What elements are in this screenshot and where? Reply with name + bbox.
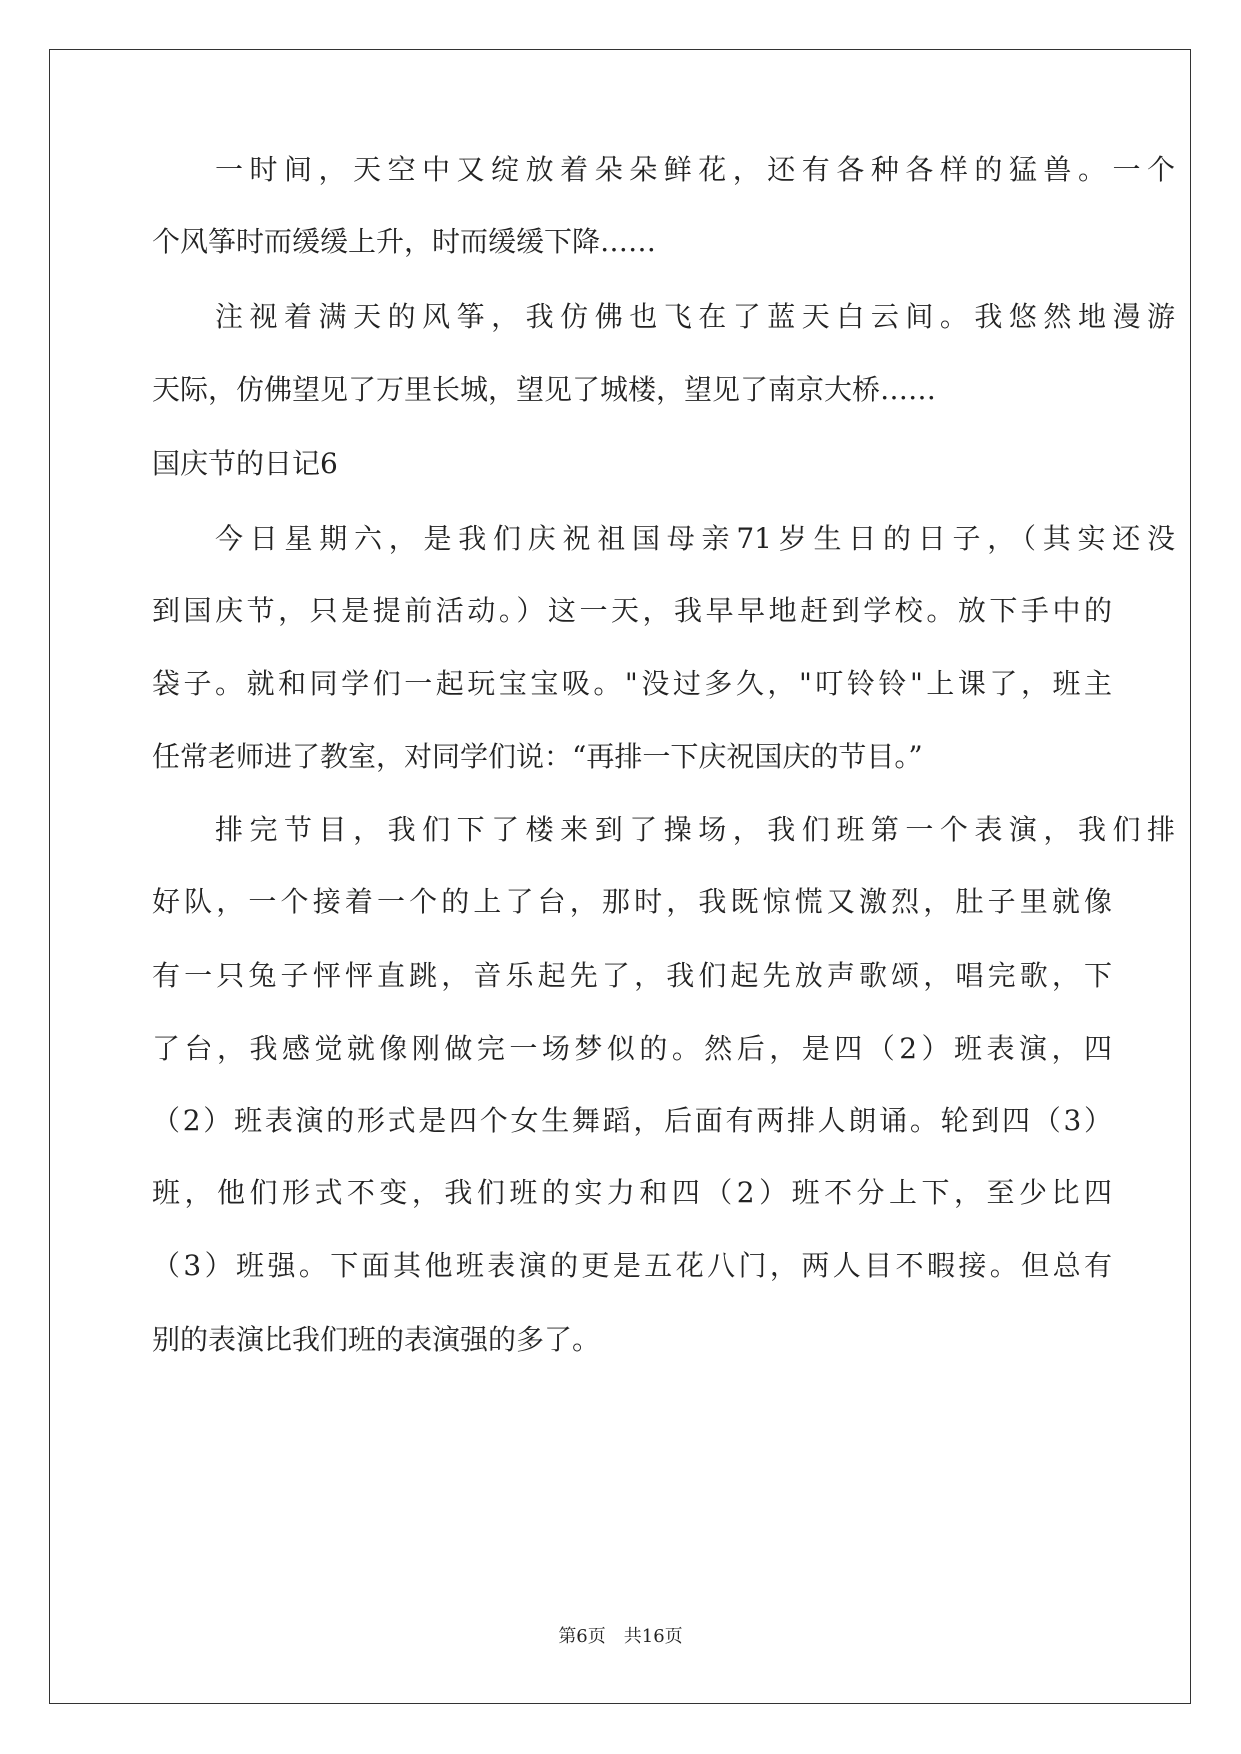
paragraph-line: 了台，我感觉就像刚做完一场梦似的。然后，是四（2）班表演，四 (152, 1032, 1112, 1065)
section-heading: 国庆节的日记6 (152, 447, 338, 480)
paragraph-line: 排完节目，我们下了楼来到了操场，我们班第一个表演，我们排 (215, 813, 1175, 846)
paragraph-line: （2）班表演的形式是四个女生舞蹈，后面有两排人朗诵。轮到四（3） (152, 1104, 1112, 1137)
paragraph-line: 别的表演比我们班的表演强的多了。 (152, 1323, 601, 1356)
paragraph-line: 今日星期六，是我们庆祝祖国母亲71岁生日的日子，（其实还没 (215, 522, 1175, 555)
paragraph-line: 到国庆节，只是提前活动。）这一天，我早早地赶到学校。放下手中的 (152, 594, 1112, 627)
paragraph-line: 班，他们形式不变，我们班的实力和四（2）班不分上下，至少比四 (152, 1176, 1112, 1209)
paragraph-line: （3）班强。下面其他班表演的更是五花八门，两人目不暇接。但总有 (152, 1249, 1112, 1282)
paragraph-line: 有一只兔子怦怦直跳，音乐起先了，我们起先放声歌颂，唱完歌，下 (152, 959, 1112, 992)
paragraph-line: 好队，一个接着一个的上了台，那时，我既惊慌又激烈，肚子里就像 (152, 885, 1112, 918)
paragraph-line: 个风筝时而缓缓上升，时而缓缓下降…… (152, 225, 657, 258)
page-footer: 第6页 共16页 (558, 1626, 683, 1647)
paragraph-line: 注视着满天的风筝，我仿佛也飞在了蓝天白云间。我悠然地漫游 (215, 300, 1175, 333)
paragraph-line: 任常老师进了教室，对同学们说：“再排一下庆祝国庆的节目。” (152, 740, 923, 773)
paragraph-line: 天际，仿佛望见了万里长城，望见了城楼，望见了南京大桥…… (152, 373, 937, 406)
paragraph-line: 袋子。就和同学们一起玩宝宝吸。"没过多久，"叮铃铃"上课了，班主 (152, 667, 1112, 700)
paragraph-line: 一时间，天空中又绽放着朵朵鲜花，还有各种各样的猛兽。一个 (215, 153, 1175, 186)
